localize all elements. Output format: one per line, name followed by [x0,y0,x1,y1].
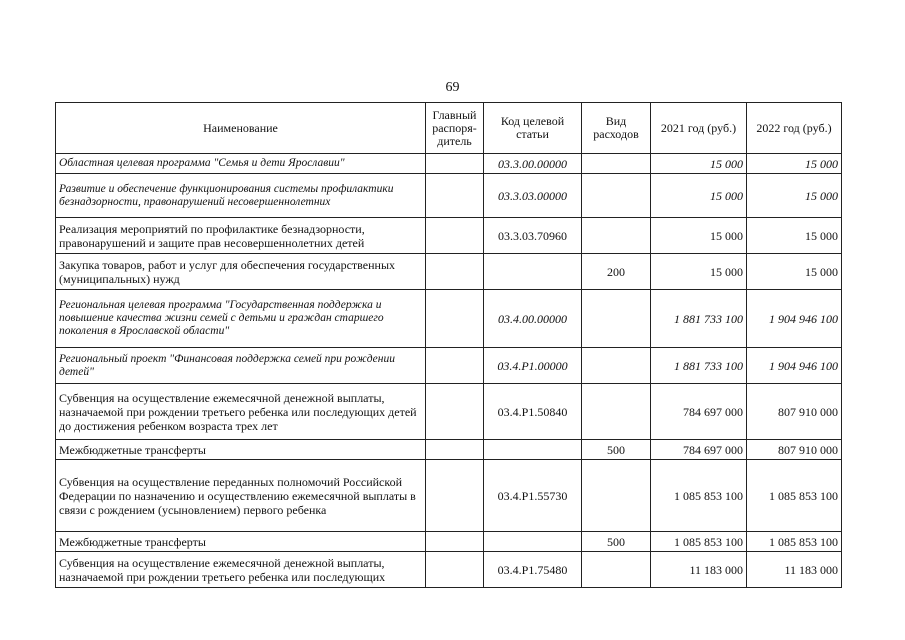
row-2022-cell: 15 000 [747,218,842,254]
row-admin-cell [426,440,484,460]
header-name: Наименование [56,103,426,154]
row-2022-cell: 807 910 000 [747,384,842,440]
row-2021-cell: 15 000 [651,218,747,254]
header-code: Код целевой статьи [484,103,582,154]
row-code-cell: 03.3.03.70960 [484,218,582,254]
row-2022-cell: 15 000 [747,174,842,218]
row-admin-cell [426,290,484,348]
row-admin-cell [426,154,484,174]
header-type: Вид расходов [582,103,651,154]
row-name-cell: Межбюджетные трансферты [56,532,426,552]
row-type-cell [582,218,651,254]
row-name-cell: Реализация мероприятий по профилактике безнадзорности, правонарушений и защите прав несовершеннолетних детей [56,218,426,254]
row-2021-cell: 1 085 853 100 [651,460,747,532]
row-2022-cell: 15 000 [747,154,842,174]
row-2021-cell: 15 000 [651,174,747,218]
table-row [56,254,842,290]
table-row [56,384,842,440]
table-row [56,440,842,460]
row-2021-cell: 11 183 000 [651,552,747,588]
row-type-cell [582,154,651,174]
row-2021-cell: 1 881 733 100 [651,290,747,348]
row-type-cell [582,552,651,588]
table-row [56,532,842,552]
header-2022: 2022 год (руб.) [747,103,842,154]
row-type-cell: 500 [582,440,651,460]
row-2022-cell: 11 183 000 [747,552,842,588]
row-2022-cell: 15 000 [747,254,842,290]
table-row [56,290,842,348]
row-2021-cell: 784 697 000 [651,440,747,460]
row-2022-cell: 1 904 946 100 [747,290,842,348]
row-code-cell: 03.4.P1.50840 [484,384,582,440]
table-header-row [56,103,842,154]
row-name-cell: Субвенция на осуществление ежемесячной денежной выплаты, назначаемой при рождении третьего ребенка или последующих детей до достижения ребенком возраста трех лет [56,384,426,440]
row-2022-cell: 1 085 853 100 [747,460,842,532]
row-code-cell: 03.4.00.00000 [484,290,582,348]
row-type-cell [582,348,651,384]
row-code-cell: 03.3.03.00000 [484,174,582,218]
row-type-cell [582,290,651,348]
row-code-cell: 03.4.P1.55730 [484,460,582,532]
header-admin: Главный распоря-дитель [426,103,484,154]
row-name-cell: Субвенция на осуществление ежемесячной денежной выплаты, назначаемой при рождении третьего ребенка или последующих [56,552,426,588]
row-name-cell: Региональная целевая программа "Государственная поддержка и повышение качества жизни семей с детьми и граждан старшего поколения в Ярославской области" [56,290,426,348]
row-type-cell: 200 [582,254,651,290]
row-name-cell: Закупка товаров, работ и услуг для обеспечения государственных (муниципальных) нужд [56,254,426,290]
row-admin-cell [426,532,484,552]
table-row [56,348,842,384]
row-admin-cell [426,460,484,532]
row-code-cell: 03.4.P1.75480 [484,552,582,588]
table-row [56,154,842,174]
row-admin-cell [426,348,484,384]
row-2021-cell: 15 000 [651,254,747,290]
row-name-cell: Межбюджетные трансферты [56,440,426,460]
page-number: 69 [445,80,460,95]
row-name-cell: Субвенция на осуществление переданных полномочий Российской Федерации по назначению и осуществлению ежемесячной выплаты в связи с рождением (усыновлением) первого ребенка [56,460,426,532]
row-admin-cell [426,384,484,440]
row-admin-cell [426,174,484,218]
budget-table [55,102,842,588]
header-2021: 2021 год (руб.) [651,103,747,154]
row-type-cell: 500 [582,532,651,552]
table-row [56,460,842,532]
table-row [56,552,842,588]
row-code-cell: 03.4.P1.00000 [484,348,582,384]
row-2021-cell: 1 085 853 100 [651,532,747,552]
row-2022-cell: 1 085 853 100 [747,532,842,552]
row-code-cell [484,440,582,460]
row-type-cell [582,460,651,532]
row-2021-cell: 784 697 000 [651,384,747,440]
table-row [56,218,842,254]
row-code-cell: 03.3.00.00000 [484,154,582,174]
row-code-cell [484,532,582,552]
table-body [56,154,842,588]
table-row [56,174,842,218]
row-admin-cell [426,218,484,254]
row-admin-cell [426,254,484,290]
row-name-cell: Развитие и обеспечение функционирования системы профилактики безнадзорности, правонарушений несовершеннолетних [56,174,426,218]
row-2022-cell: 807 910 000 [747,440,842,460]
row-type-cell [582,174,651,218]
row-name-cell: Региональный проект "Финансовая поддержка семей при рождении детей" [56,348,426,384]
row-code-cell [484,254,582,290]
row-2021-cell: 15 000 [651,154,747,174]
row-type-cell [582,384,651,440]
row-admin-cell [426,552,484,588]
row-name-cell: Областная целевая программа "Семья и дети Ярославии" [56,154,426,174]
row-2022-cell: 1 904 946 100 [747,348,842,384]
row-2021-cell: 1 881 733 100 [651,348,747,384]
